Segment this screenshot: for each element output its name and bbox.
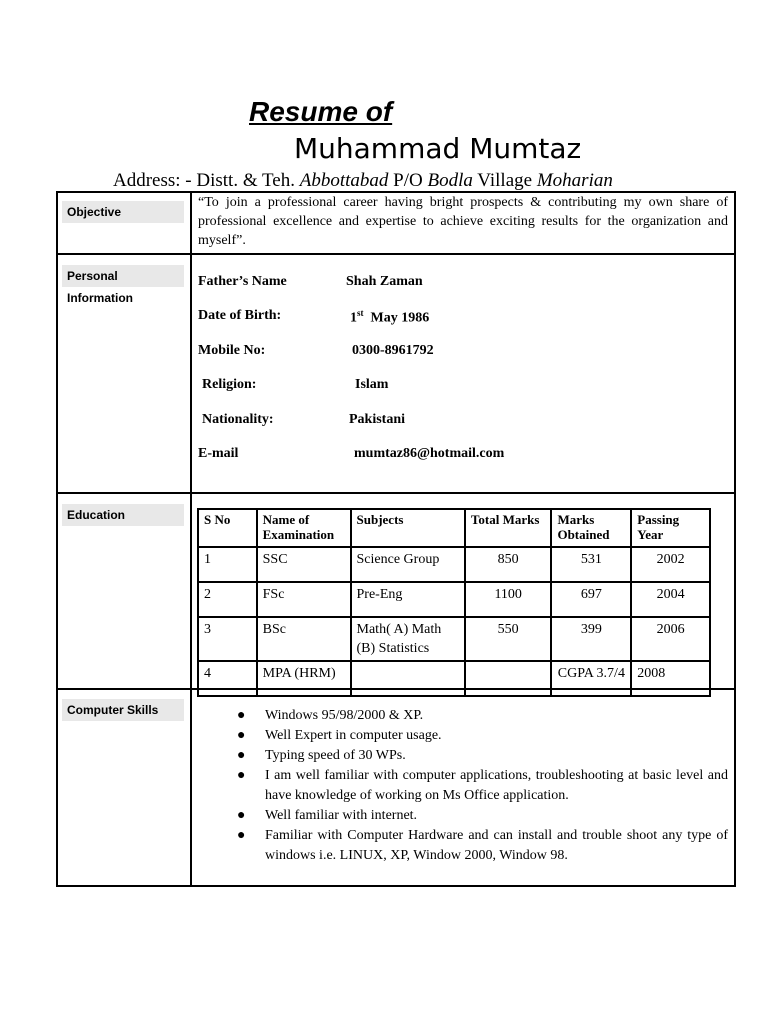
bullet-icon: ● <box>237 708 246 723</box>
bullet-icon: ● <box>237 728 246 743</box>
address-prefix: Address: - Distt. & Teh. <box>113 170 295 191</box>
address-village: Village <box>477 170 533 191</box>
list-item <box>237 746 728 766</box>
skills-list <box>215 706 728 866</box>
dob-value <box>350 308 429 327</box>
list-item <box>237 706 728 726</box>
mobile-label: Mobile No: <box>198 343 266 358</box>
table-row <box>198 661 710 696</box>
bullet-icon: ● <box>237 768 246 783</box>
cell-sno: 1 <box>198 547 257 582</box>
cell-total <box>465 661 552 696</box>
address-po-name: Bodla <box>427 170 473 191</box>
email-label: E-mail <box>198 446 239 461</box>
dob-label: Date of Birth: <box>198 308 282 323</box>
header-exam: Name of Examination <box>257 509 351 547</box>
cell-sno: 3 <box>198 617 257 661</box>
section-label-personal: Personal Information <box>62 265 184 287</box>
row-divider-2 <box>56 492 736 494</box>
education-table <box>197 508 711 697</box>
skill-text: Typing speed of 30 WPs. <box>265 748 406 763</box>
cell-sno: 4 <box>198 661 257 696</box>
cell-sno: 2 <box>198 582 257 617</box>
cell-total: 850 <box>465 547 552 582</box>
list-item <box>237 806 728 826</box>
cell-exam: SSC <box>257 547 351 582</box>
candidate-name: Muhammad Mumtaz <box>294 132 582 165</box>
cell-obtained: 399 <box>551 617 631 661</box>
cell-obtained: 531 <box>551 547 631 582</box>
skill-text: Windows 95/98/2000 & XP. <box>265 708 424 723</box>
cell-year: 2002 <box>631 547 710 582</box>
header-total: Total Marks <box>465 509 552 547</box>
cell-year: 2008 <box>631 661 710 696</box>
father-label: Father’s Name <box>198 274 287 289</box>
section-label-computer: Computer Skills <box>62 699 184 721</box>
nationality-label: Nationality: <box>202 412 274 427</box>
skill-text: I am well familiar with computer applications, troubleshooting at basic level and have knowledge of working on Ms Office application. <box>265 768 728 803</box>
cell-obtained: CGPA 3.7/4 <box>551 661 631 696</box>
cell-subjects: Pre-Eng <box>351 582 465 617</box>
cell-exam: MPA (HRM) <box>257 661 351 696</box>
mobile-value: 0300-8961792 <box>352 343 434 358</box>
address-village-name: Moharian <box>536 170 613 191</box>
section-label-education: Education <box>62 504 184 526</box>
cell-subjects <box>351 661 465 696</box>
skill-text: Familiar with Computer Hardware and can install and trouble shoot any type of windows i.e. LINUX, XP, Window 2000, Window 98. <box>265 828 728 863</box>
cell-total: 1100 <box>465 582 552 617</box>
dob-rest: May 1986 <box>370 310 430 326</box>
cell-subjects: Science Group <box>351 547 465 582</box>
cell-total: 550 <box>465 617 552 661</box>
father-value: Shah Zaman <box>346 274 423 289</box>
table-row <box>198 547 710 582</box>
header-subjects: Subjects <box>351 509 465 547</box>
cell-obtained: 697 <box>551 582 631 617</box>
header-year: Passing Year <box>631 509 710 547</box>
skill-text: Well Expert in computer usage. <box>265 728 442 743</box>
column-divider <box>190 191 192 887</box>
cell-year: 2006 <box>631 617 710 661</box>
dob-day: 1 <box>350 310 357 326</box>
religion-value: Islam <box>355 377 389 392</box>
bullet-icon: ● <box>237 828 246 843</box>
dob-suffix: st <box>357 308 364 318</box>
row-divider-1 <box>56 253 736 255</box>
bullet-icon: ● <box>237 808 246 823</box>
address-po: P/O <box>393 170 423 191</box>
objective-text: “To join a professional career having bright prospects & contributing my own share of professional excellence and expertise to achieve exciting results for the organization and myself”. <box>198 195 728 248</box>
table-row <box>198 582 710 617</box>
header-obtained: Marks Obtained <box>551 509 631 547</box>
address-line <box>113 170 613 192</box>
nationality-value: Pakistani <box>349 412 406 427</box>
table-header-row <box>198 509 710 547</box>
list-item <box>237 826 728 866</box>
list-item <box>237 726 728 746</box>
address-city: Abbottabad <box>299 170 389 191</box>
skill-text: Well familiar with internet. <box>265 808 418 823</box>
bullet-icon: ● <box>237 748 246 763</box>
cell-subjects: Math( A) Math (B) Statistics <box>351 617 465 661</box>
table-row <box>198 617 710 661</box>
email-value: mumtaz86@hotmail.com <box>354 446 505 461</box>
header-sno: S No <box>198 509 257 547</box>
section-label-objective: Objective <box>62 201 184 223</box>
religion-label: Religion: <box>202 377 257 392</box>
resume-title: Resume of <box>249 96 393 127</box>
cell-exam: FSc <box>257 582 351 617</box>
cell-exam: BSc <box>257 617 351 661</box>
list-item <box>237 766 728 806</box>
cell-year: 2004 <box>631 582 710 617</box>
